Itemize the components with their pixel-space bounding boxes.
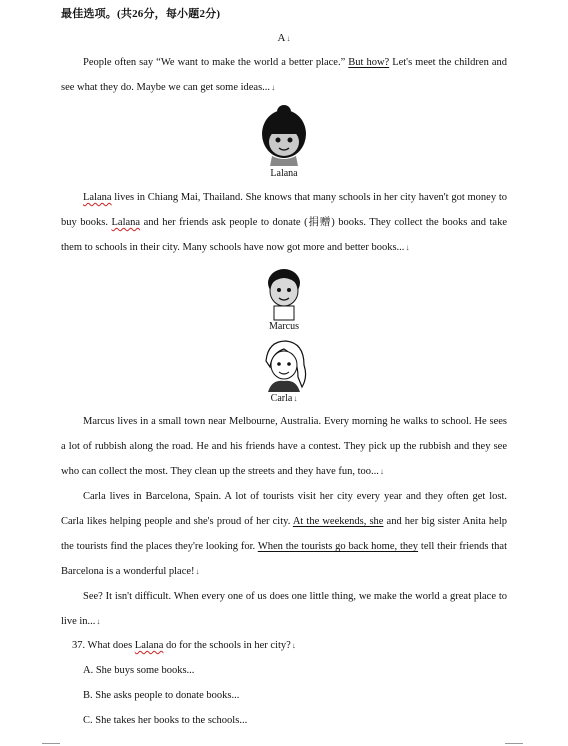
- section-heading: 最佳选项。(共26分，每小题2分): [61, 8, 221, 20]
- paragraph-conclusion: See? It isn't difficult. When every one of us does one little thing, we make the world a great place to live in...↓: [61, 591, 507, 627]
- carla-figure: [0, 337, 568, 404]
- paragraph-intro: People often say “We want to make the world a better place.” But how? Let's meet the children and see what they do. Maybe we can get some ideas...↓: [61, 57, 507, 93]
- paragraph-lalana: Lalana lives in Chiang Mai, Thailand. She knows that many schools in her city haven't got money to buy books. Lalana and her friends ask people to donate (捐赠) books. They collect the books and take them to schools in their city. Many schools have now got more and better books...↓: [61, 192, 507, 253]
- name-lalana: Lalana: [111, 217, 141, 228]
- footer-rule-right: [505, 743, 523, 744]
- paragraph-marcus: Marcus lives in a small town near Melbourne, Australia. Every morning he walks to school. He sees a lot of rubbish along the road. He and his friends have a contest. They pick up the rubbish and they see who can collect the most. They clean up the streets and they have fun, too...↓: [61, 416, 507, 477]
- section-label: A↓: [277, 32, 291, 44]
- footer-rule-left: [42, 743, 60, 744]
- carla-illustration: [254, 337, 314, 393]
- lalana-caption: Lalana: [270, 168, 298, 179]
- lalana-illustration: [254, 104, 314, 168]
- underlined-go-back-home: When the tourists go back home, they: [257, 541, 419, 552]
- marcus-illustration: [262, 265, 306, 321]
- name-lalana: Lalana: [83, 192, 112, 203]
- lalana-figure: [0, 104, 568, 179]
- marcus-caption: Marcus: [269, 321, 299, 332]
- marcus-figure: [0, 265, 568, 332]
- paragraph-carla: Carla lives in Barcelona, Spain. A lot of tourists visit her city every year and they often get lost. Carla likes helping people and she's proud of her city. At the weekends, she and her big sister Anita help the tourists find the places they're looking for. When the tourists go back home, they tell their friends that Barcelona is a wonderful place!↓: [61, 491, 508, 577]
- option-a[interactable]: A. She buys some books...: [83, 665, 195, 676]
- carla-caption: Carla↓: [270, 393, 298, 404]
- question-37: 37. What does Lalana do for the schools in her city?↓: [72, 640, 296, 651]
- name-lalana: Lalana: [134, 640, 164, 651]
- option-c[interactable]: C. She takes her books to the schools...: [83, 715, 248, 726]
- but-how-text: But how?: [348, 57, 390, 68]
- underlined-weekends: At the weekends, she: [292, 516, 384, 527]
- option-b[interactable]: B. She asks people to donate books...: [83, 690, 240, 701]
